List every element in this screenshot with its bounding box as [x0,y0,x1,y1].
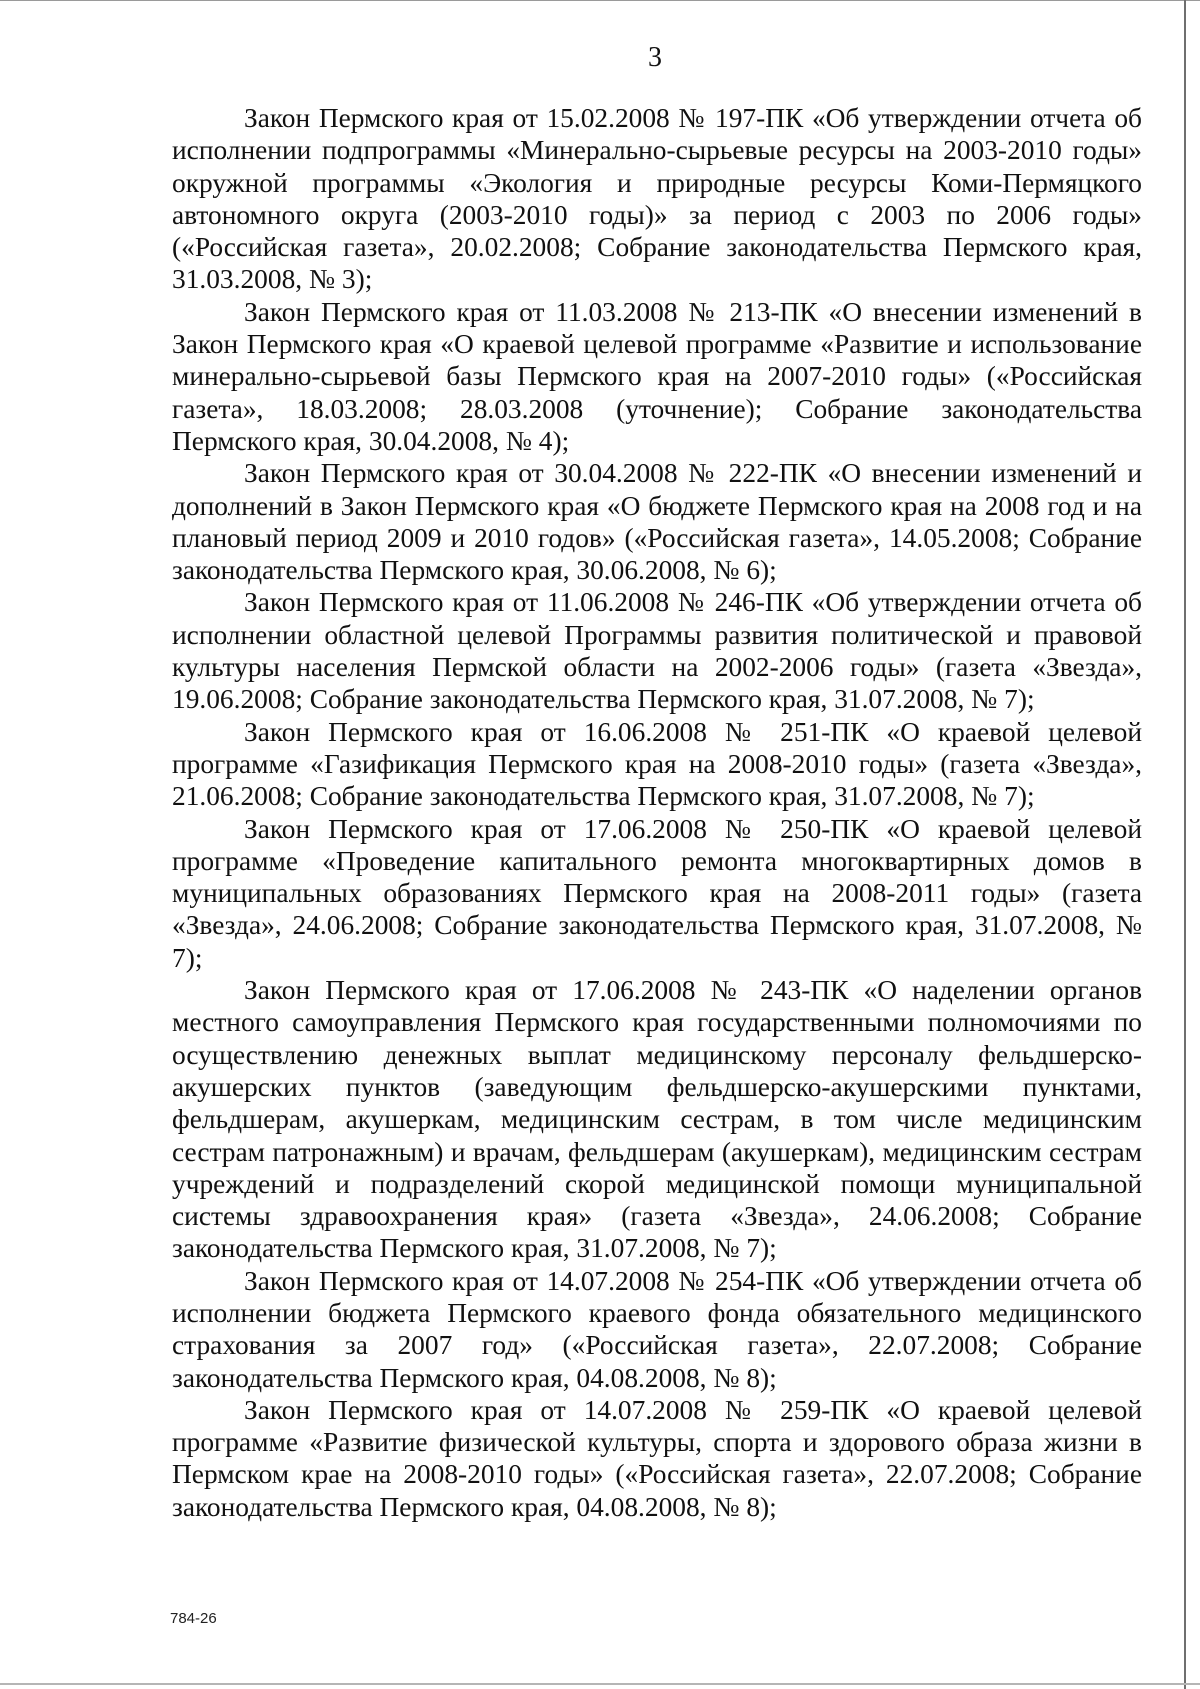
law-entry-254: Закон Пермского края от 14.07.2008 № 254-ПК «Об утверждении отчета об исполнении бюджета Пермского краевого фонда обязательного медицинского страхования за 2007 год» («Российская газета», 22.07.2008; Собрание законодательства Пермского края, 04.08.2008, № 8); [172,1265,1142,1393]
law-entry-197: Закон Пермского края от 15.02.2008 № 197-ПК «Об утверждении отчета об исполнении подпрограммы «Минерально-сырьевые ресурсы на 2003-2010 годы» окружной программы «Экология и природные ресурсы Коми-Пермяцкого автономного округа (2003-2010 годы)» за период с 2003 по 2006 годы» («Российская газета», 20.02.2008; Собрание законодательства Пермского края, 31.03.2008, № 3); [172,103,1142,295]
law-entry-222: Закон Пермского края от 30.04.2008 № 222-ПК «О внесении изменений и дополнений в Закон Пермского края «О бюджете Пермского края на 2008 год и на плановый период 2009 и 2010 годов» («Российская газета», 14.05.2008; Собрание законодательства Пермского края, 30.06.2008, № 6); [172,458,1142,586]
page-number: 3 [648,42,662,73]
document-body [172,102,1142,1523]
law-entry-251: Закон Пермского края от 16.06.2008 № 251-ПК «О краевой целевой программе «Газификация Пермского края на 2008-2010 годы» (газета «Звезда», 21.06.2008; Собрание законодательства Пермского края, 31.07.2008, № 7); [172,716,1142,812]
scan-edge-bottom [0,1683,1200,1685]
document-code: 784-26 [170,1610,217,1627]
law-entry-259: Закон Пермского края от 14.07.2008 № 259-ПК «О краевой целевой программе «Развитие физической культуры, спорта и здорового образа жизни в Пермском крае на 2008-2010 годы» («Российская газета», 22.07.2008; Собрание законодательства Пермского края, 04.08.2008, № 8); [172,1394,1142,1522]
law-entry-213: Закон Пермского края от 11.03.2008 № 213-ПК «О внесении изменений в Закон Пермского края «О краевой целевой программе «Развитие и использование минерально-сырьевой базы Пермского края на 2007-2010 годы» («Российская газета», 18.03.2008; 28.03.2008 (уточнение); Собрание законодательства Пермского края, 30.04.2008, № 4); [172,296,1142,456]
law-entry-243: Закон Пермского края от 17.06.2008 № 243-ПК «О наделении органов местного самоуправления Пермского края государственными полномочиями по осуществлению денежных выплат медицинскому персоналу фельдшерско-акушерских пунктов (заведующим фельдшерско-акушерскими пунктами, фельдшерам, акушеркам, медицинским сестрам, в том числе медицинским сестрам патронажным) и врачам, фельдшерам (акушеркам), медицинским сестрам учреждений и подразделений скорой медицинской помощи муниципальной системы здравоохранения края» (газета «Звезда», 24.06.2008; Собрание законодательства Пермского края, 31.07.2008, № 7); [172,975,1142,1264]
scan-edge-top [0,0,1200,1]
law-entry-246: Закон Пермского края от 11.06.2008 № 246-ПК «Об утверждении отчета об исполнении областной целевой Программы развития политической и правовой культуры населения Пермской области на 2002-2006 годы» (газета «Звезда», 19.06.2008; Собрание законодательства Пермского края, 31.07.2008, № 7); [172,587,1142,715]
law-entry-250: Закон Пермского края от 17.06.2008 № 250-ПК «О краевой целевой программе «Проведение капитального ремонта многоквартирных домов в муниципальных образованиях Пермского края на 2008-2011 годы» (газета «Звезда», 24.06.2008; Собрание законодательства Пермского края, 31.07.2008, № 7); [172,813,1142,973]
scan-edge-right [1184,0,1186,1689]
